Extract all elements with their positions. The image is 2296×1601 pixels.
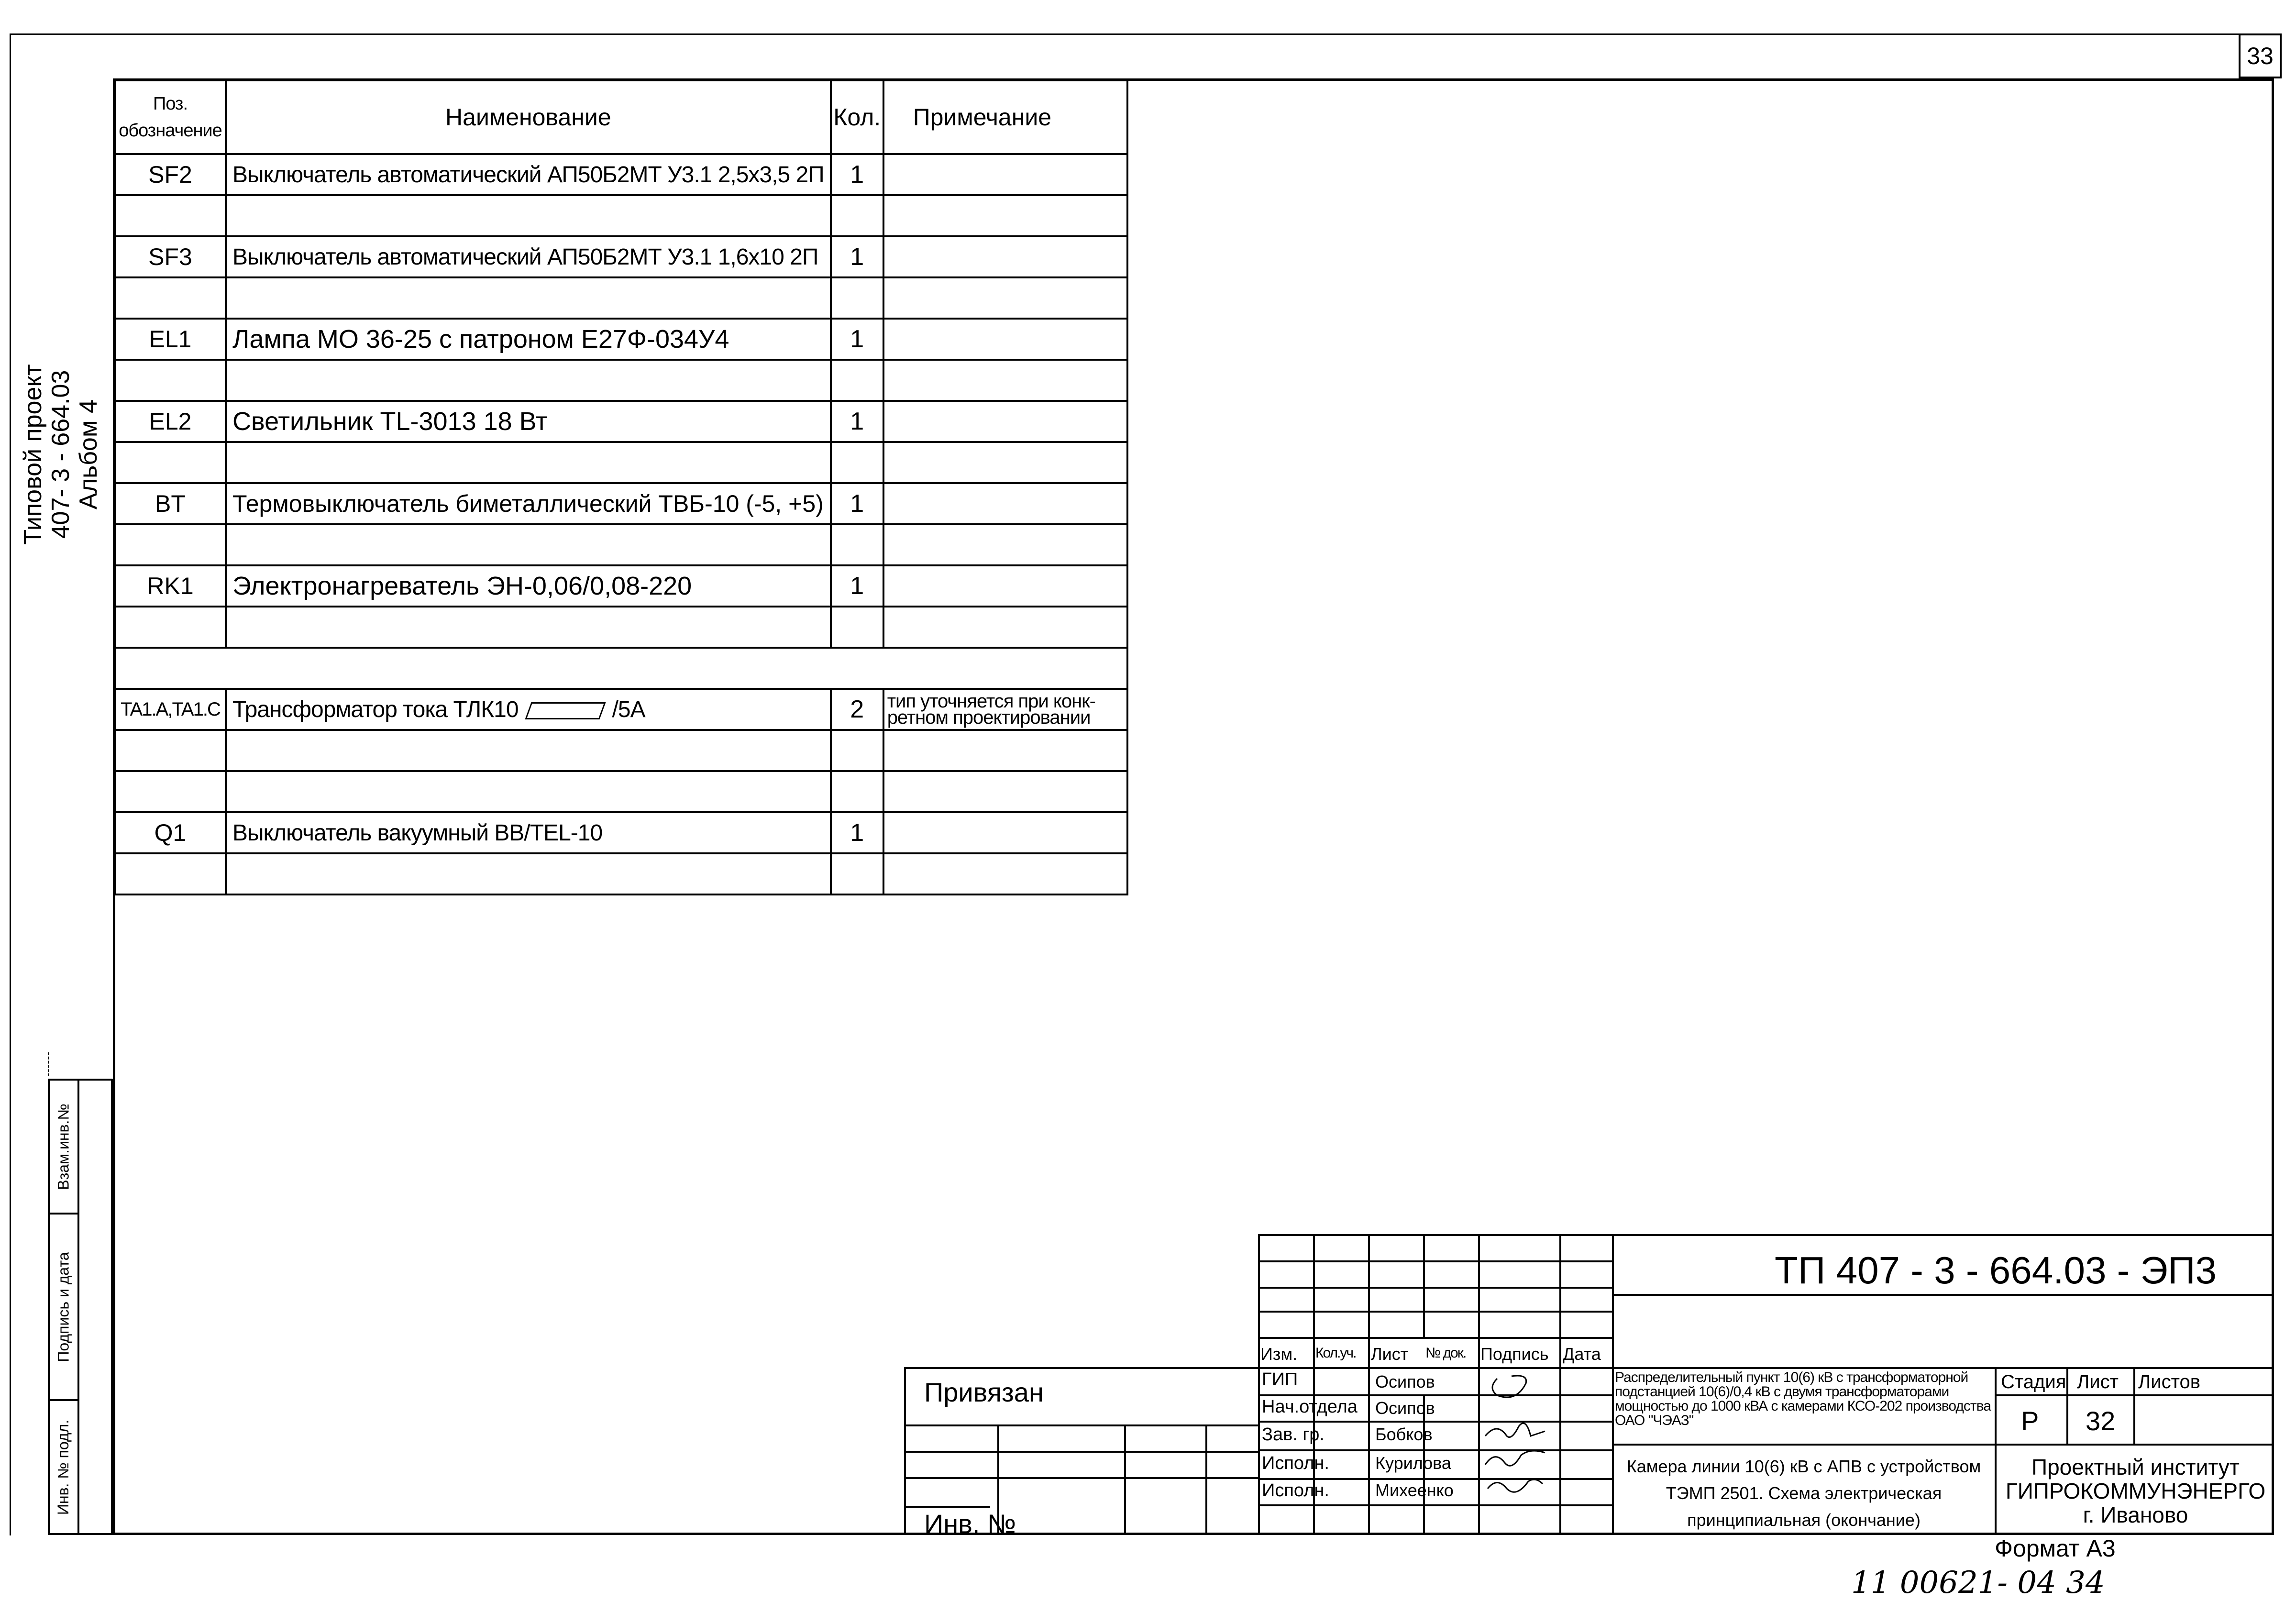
- row-pos: [115, 524, 226, 565]
- staff-name: Осипов: [1375, 1398, 1435, 1418]
- row-name: [226, 442, 831, 483]
- caption-line-3: Альбом 4: [75, 399, 102, 509]
- row-pos: [115, 442, 226, 483]
- table-row: [115, 771, 1127, 812]
- row-name: Выключатель автоматический АП50Б2МТ У3.1 1,6х10 2П: [226, 236, 831, 277]
- row-qty: [831, 771, 883, 812]
- staff-role: Нач.отдела: [1262, 1397, 1358, 1417]
- row-pos: [115, 771, 226, 812]
- podpis-cell: [50, 1215, 77, 1401]
- col-podpis: Подпись: [1480, 1344, 1549, 1364]
- row-name: Лампа МО 36-25 с патроном Е27Ф-034У4: [226, 319, 831, 360]
- podpis-label: Подпись и дата: [55, 1251, 72, 1362]
- table-row: [115, 689, 1127, 730]
- row-qty: [831, 853, 883, 894]
- row-pos: SF3: [115, 236, 226, 277]
- row-name: [226, 524, 831, 565]
- inv-no-label: Инв. №: [924, 1509, 1016, 1539]
- staff-role: ГИП: [1262, 1369, 1298, 1390]
- row-pos: BT: [115, 483, 226, 524]
- row-qty: [831, 277, 883, 319]
- row-note: [883, 277, 1127, 319]
- row-note: [883, 483, 1127, 524]
- table-row: [115, 812, 1127, 853]
- privyazan-block: [904, 1367, 1258, 1539]
- row-qty: 2: [831, 689, 883, 730]
- inv-podl-label: Инв. № подл.: [55, 1419, 72, 1515]
- table-row: [115, 360, 1127, 401]
- row-name: Электронагреватель ЭН-0,06/0,08-220: [226, 565, 831, 607]
- format-label: Формат А3: [1995, 1535, 2116, 1562]
- specification-table: [114, 79, 1128, 895]
- row-qty: [831, 607, 883, 648]
- row-qty: 1: [831, 401, 883, 442]
- table-row: [115, 853, 1127, 894]
- row-name: Выключатель вакуумный ВВ/TEL-10: [226, 812, 831, 853]
- spacer-cell: [115, 648, 1127, 689]
- cut-mark: [48, 1052, 53, 1076]
- row-note: [883, 853, 1127, 894]
- row-pos: [115, 195, 226, 236]
- header-qty: Кол.: [831, 80, 883, 154]
- row-name: [226, 277, 831, 319]
- caption-line-1: Типовой проект: [19, 364, 47, 545]
- ta-name-prefix: Трансформатор тока ТЛК10: [232, 696, 519, 722]
- row-note: [883, 154, 1127, 195]
- title-block: [1258, 1234, 2274, 1535]
- row-name: Выключатель автоматический АП50Б2МТ У3.1 2,5х3,5 2П: [226, 154, 831, 195]
- row-name: [226, 195, 831, 236]
- row-qty: 1: [831, 319, 883, 360]
- table-header: [115, 80, 1127, 154]
- row-pos: Q1: [115, 812, 226, 853]
- row-note: [883, 319, 1127, 360]
- side-stamp: [48, 1079, 113, 1535]
- org-line-2: ГИПРОКОММУНЭНЕРГО: [2005, 1479, 2266, 1503]
- staff-name: Бобков: [1375, 1424, 1433, 1444]
- sheet-title: Камера линии 10(6) кВ с АПВ с устройством ТЭМП 2501. Схема электрическая принципиальная (окончание): [1626, 1457, 1981, 1530]
- row-qty: [831, 360, 883, 401]
- row-note: [883, 360, 1127, 401]
- col-list: Лист: [1371, 1344, 1409, 1364]
- table-row: [115, 565, 1127, 607]
- row-note: [883, 812, 1127, 853]
- signatures-image: [1483, 1369, 1550, 1503]
- col-doc: № док.: [1425, 1345, 1466, 1361]
- row-note: [883, 442, 1127, 483]
- table-row: [115, 483, 1127, 524]
- row-note: [883, 730, 1127, 771]
- row-note: тип уточняется при конк- ретном проектировании: [883, 689, 1127, 730]
- table-row: [115, 195, 1127, 236]
- ta-name-suffix: /5А: [612, 696, 645, 722]
- col-data: Дата: [1563, 1344, 1601, 1364]
- sheets-label: Листов: [2138, 1371, 2200, 1392]
- row-name: [226, 360, 831, 401]
- row-note: [883, 771, 1127, 812]
- row-pos: TA1.A,TA1.C: [115, 689, 226, 730]
- row-name: [226, 771, 831, 812]
- table-row: [115, 277, 1127, 319]
- row-qty: [831, 524, 883, 565]
- row-name: [226, 607, 831, 648]
- row-note: [883, 236, 1127, 277]
- table-row: [115, 524, 1127, 565]
- caption-line-2: 407- 3 - 664.03: [47, 370, 75, 539]
- row-qty: 1: [831, 483, 883, 524]
- privyazan-label: Привязан: [924, 1377, 1044, 1407]
- table-row: [115, 442, 1127, 483]
- row-name: Термовыключатель биметаллический ТВБ-10 (-5, +5): [226, 483, 831, 524]
- staff-name: Михеенко: [1375, 1480, 1454, 1500]
- staff-role: Исполн.: [1262, 1453, 1329, 1473]
- row-qty: 1: [831, 565, 883, 607]
- staff-role: Исполн.: [1262, 1480, 1329, 1501]
- header-pos: Поз. обозначение: [115, 80, 226, 154]
- row-note: [883, 195, 1127, 236]
- staff-name: Осипов: [1375, 1372, 1435, 1391]
- row-qty: 1: [831, 812, 883, 853]
- row-qty: [831, 730, 883, 771]
- sheet-number: 33: [2239, 33, 2282, 78]
- org-line-1: Проектный институт: [2031, 1455, 2240, 1480]
- row-qty: [831, 442, 883, 483]
- row-note: [883, 401, 1127, 442]
- sheet-value: 32: [2086, 1406, 2116, 1436]
- object-name: Распределительный пункт 10(6) кВ с трансформаторной подстанцией 10(6)/0,4 кВ с двумя трансформаторами мощностью до 1000 кВА с камерами КСО-202 производства ОАО "ЧЭАЗ": [1615, 1369, 1991, 1428]
- row-name: Светильник TL-3013 18 Вт: [226, 401, 831, 442]
- row-pos: [115, 730, 226, 771]
- row-pos: [115, 607, 226, 648]
- sheet-label: Лист: [2077, 1371, 2119, 1392]
- org-name: [1997, 1455, 2274, 1527]
- row-note: [883, 524, 1127, 565]
- inv-podl-cell: [50, 1401, 77, 1533]
- row-pos: EL2: [115, 401, 226, 442]
- row-qty: 1: [831, 236, 883, 277]
- header-note: Примечание: [883, 80, 1127, 154]
- row-note: [883, 565, 1127, 607]
- row-note: [883, 607, 1127, 648]
- handwritten-number: 11 00621- 04 34: [1851, 1565, 2105, 1601]
- row-pos: [115, 360, 226, 401]
- blank-ratio-field: [525, 702, 606, 719]
- row-name: [226, 689, 831, 730]
- table-row: [115, 319, 1127, 360]
- vzam-inv-label: Взам.инв.№: [55, 1103, 72, 1190]
- row-pos: SF2: [115, 154, 226, 195]
- table-row: [115, 154, 1127, 195]
- stage-value: Р: [2021, 1406, 2039, 1436]
- table-row: [115, 607, 1127, 648]
- row-qty: [831, 195, 883, 236]
- row-pos: [115, 277, 226, 319]
- row-name: [226, 853, 831, 894]
- col-kol-uch: Кол.уч.: [1315, 1345, 1356, 1361]
- header-name: Наименование: [226, 80, 831, 154]
- table-spacer-row: [115, 648, 1127, 689]
- table-row: [115, 730, 1127, 771]
- row-name: [226, 730, 831, 771]
- staff-role: Зав. гр.: [1262, 1424, 1325, 1445]
- table-row: [115, 236, 1127, 277]
- document-designation: ТП 407 - 3 - 664.03 - ЭП3: [1775, 1249, 2217, 1292]
- stage-label: Стадия: [2001, 1371, 2066, 1392]
- row-pos: RK1: [115, 565, 226, 607]
- org-line-3: г. Иваново: [2083, 1502, 2188, 1527]
- row-pos: [115, 853, 226, 894]
- row-pos: EL1: [115, 319, 226, 360]
- row-qty: 1: [831, 154, 883, 195]
- table-row: [115, 401, 1127, 442]
- vzam-inv-cell: [50, 1081, 77, 1215]
- staff-name: Курилова: [1375, 1453, 1451, 1473]
- col-izm: Изм.: [1260, 1344, 1298, 1364]
